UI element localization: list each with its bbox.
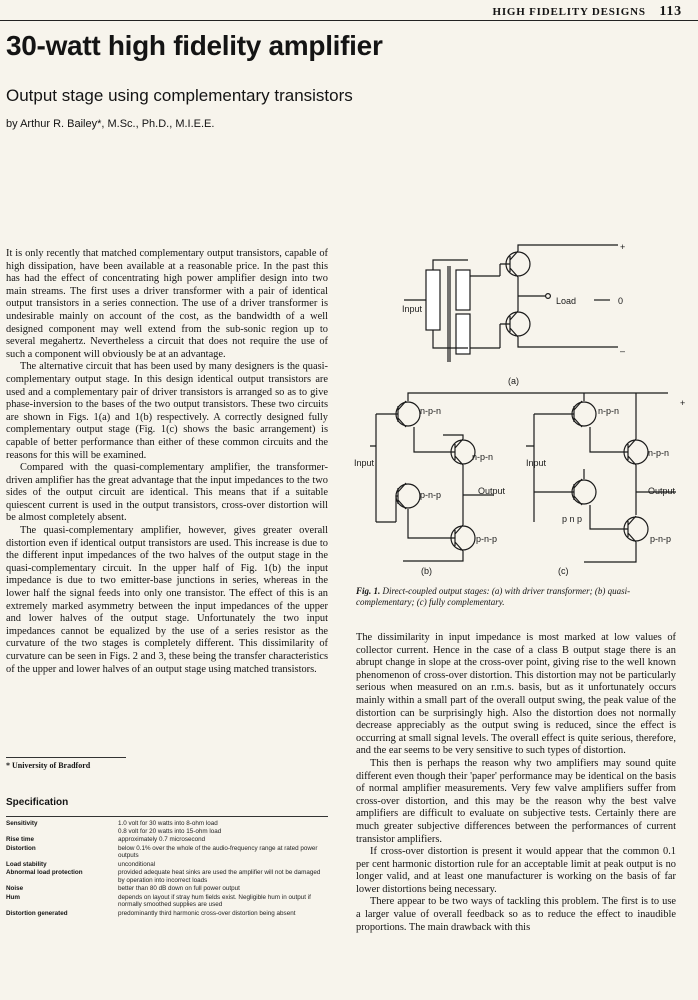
spec-key: Sensitivity xyxy=(6,820,38,827)
specification-row xyxy=(6,885,328,894)
article-subtitle: Output stage using complementary transistors xyxy=(6,86,353,105)
spec-key: Distortion xyxy=(6,844,36,852)
running-header xyxy=(492,4,682,20)
specification-rule xyxy=(6,816,328,817)
paragraph: This then is perhaps the reason why two amplifiers may sound quite different even though their 'paper' performance may be identical on the basis of normal amplifier measurements. Very few valve amplifiers suffer from cross-over distortion, and this may be the reason why the best valve amplifiers are difficult to evaluate on subjective tests. Certainly there are much greater subjective differences between the performances of current transistor amplifiers. xyxy=(356,757,676,845)
page-number: 113 xyxy=(659,4,682,19)
spec-value: unconditional xyxy=(118,860,156,868)
fig-label-c: (c) xyxy=(558,566,569,576)
spec-key: Noise xyxy=(6,885,24,892)
output-label-c: Output xyxy=(648,486,676,496)
npn-label-b1: n-p-n xyxy=(420,406,442,416)
spec-value: better than 80 dB down on full power output xyxy=(118,885,240,892)
spec-value: depends on layout if stray hum fields exist. Negligible hum in output if normally smoothed supplies are used xyxy=(118,893,311,908)
npn-label-c2: n-p-n xyxy=(648,448,670,458)
footnote: * University of Bradford xyxy=(6,761,91,770)
spec-value: 1.0 volt for 30 watts into 8-ohm load 0.8 volt for 20 watts into 15-ohm load xyxy=(118,820,222,835)
pnp-label-c2: p-n-p xyxy=(650,534,672,544)
input-label-c: Input xyxy=(526,458,547,468)
specification-row xyxy=(6,845,328,861)
byline: by Arthur R. Bailey*, M.Sc., Ph.D., M.I.E.E. xyxy=(6,118,215,130)
caption-text: Direct-coupled output stages: (a) with driver transformer; (b) quasi-complementary; (c) fully complementary. xyxy=(356,586,631,607)
pnp-label-b2: p-n-p xyxy=(476,534,498,544)
spec-value: approximately 0.7 microsecond xyxy=(118,836,206,843)
fig-label-a: (a) xyxy=(508,376,519,386)
npn-label-c1: n-p-n xyxy=(598,406,620,416)
fig-label-b: (b) xyxy=(421,566,432,576)
specification-row xyxy=(6,894,328,910)
spec-key: Load stability xyxy=(6,860,47,868)
pnp-label-c1: p n p xyxy=(562,514,583,524)
body-column-left xyxy=(6,248,328,676)
plus-label-a: + xyxy=(620,242,626,252)
npn-label-b2: n-p-n xyxy=(472,452,494,462)
paragraph: Compared with the quasi-complementary amplifier, the transformer-driven amplifier has the great advantage that the input impedances to the two sides of the output circuit are identical. This means that if a suitable quiescent current is used in the output transistors, cross-over distortion will be almost completely absent. xyxy=(6,462,328,524)
specification-row xyxy=(6,820,328,836)
running-title: HIGH FIDELITY DESIGNS xyxy=(492,6,646,18)
footnote-rule xyxy=(6,757,126,758)
spec-key: Distortion generated xyxy=(6,909,68,917)
specification-row xyxy=(6,869,328,885)
input-label-b: Input xyxy=(354,458,375,468)
caption-lead: Fig. 1. xyxy=(356,586,381,596)
zero-label: 0 xyxy=(618,296,624,306)
spec-value: predominantly third harmonic cross-over distortion being absent xyxy=(118,909,296,917)
transformer-symbol xyxy=(426,260,500,362)
figure-1-circuits xyxy=(350,236,690,580)
specification-row xyxy=(6,861,328,870)
paragraph: The quasi-complementary amplifier, however, gives greater overall distortion even if identical output transistors are used. This increase is due to the different input impedances of the two halves of the output stage in the quasi-complementary circuit. In the upper half of Fig. 1(b) the input impedance is due to two emitter-base junctions in series, whereas in the lower half the signal feeds into only one transistor. The effect of this is an extremely marked asymmetry between the input impedances of the upper and lower halves of the output stage. Unfortunately the two input impedances cannot be equalized by the use of a series resistor as the curvature of the two stages is completely different. This dissimilarity of curvature can be seen in Figs. 2 and 3, these being the transfer characteristics of the upper and lower halves of an output stage using matched transistors. xyxy=(6,525,328,675)
specification-row xyxy=(6,910,328,919)
plus-label-b: + xyxy=(680,398,686,408)
figure-caption xyxy=(356,586,676,608)
body-column-right xyxy=(356,632,676,934)
paragraph: If cross-over distortion is present it would appear that the common 0.1 per cent harmonic distortion rule for an acceptable limit at peak output is no longer valid, and at least one manufacturer is working on the basis of far lower distortions being necessary. xyxy=(356,846,676,895)
spec-key: Hum xyxy=(6,893,20,901)
paragraph: The alternative circuit that has been used by many designers is the quasi-complementary output stage. In this design identical output transistors are used and a complementary pair of driver transistors is arranged so as to give phase-inversion to the bases of the two output transistors. These two circuits are shown in Figs. 1(a) and 1(b) respectively. A correctly designed fully complementary output stage (Fig. 1(c) shows the basic arrangement) is capable of better performance than either of these common circuits and the reasons for this will be examined. xyxy=(6,361,328,461)
output-label-b: Output xyxy=(478,486,506,496)
load-label: Load xyxy=(556,296,577,306)
paragraph: The dissimilarity in input impedance is most marked at low values of collector current. Hence in the case of a class B output stage there is an abrupt change in slope at the cross-over point, giving rise to the well known phenomenon of cross-over distortion. This distortion may not be particularly serious when measured on an r.m.s. basis, but as it unfortunately occurs mainly within a small part of the overall output swing, the peak value of the distortion can be surprisingly high. Also the distortion does not normally decrease appreciably as the output swing is reduced, since the effect is occurring at small signal levels. The overall effect is quite serious, therefore, and the ear seems to be very sensitive to such types of distortion. xyxy=(356,632,676,757)
header-rule xyxy=(0,20,698,21)
specification-row xyxy=(6,836,328,845)
spec-value: provided adequate heat sinks are used the amplifier will not be damaged by operation into incorrect loads xyxy=(118,869,321,884)
specification-title: Specification xyxy=(6,797,69,808)
input-label-a: Input xyxy=(402,304,423,314)
spec-value: below 0.1% over the whole of the audio-frequency range at rated power outputs xyxy=(118,844,318,859)
specification-table xyxy=(6,820,328,918)
spec-key: Abnormal load protection xyxy=(6,869,83,876)
minus-label-a: – xyxy=(620,346,626,356)
paragraph: It is only recently that matched complementary output transistors, capable of high dissipation, have been available at a reasonable price. In the past this has had the effect of concentrating high power amplifier design into two main streams. The first uses a driver transformer with a pair of identical output transistors in a series connection. The use of a driver transformer is undesirable mainly on account of the cost, as the bandwidth of a well designed component may well extend from the sub-sonic region up to several megahertz. Nevertheless a circuit that does not require the use of such a component will obviously be at an advantage. xyxy=(6,248,328,360)
spec-key: Rise time xyxy=(6,836,34,843)
article-title: 30-watt high fidelity amplifier xyxy=(6,30,383,61)
paragraph: There appear to be two ways of tackling this problem. The first is to use a larger value of overall feedback so as to reduce the effect to inaudible proportions. The main drawback with this xyxy=(356,896,676,933)
pnp-label-b: p-n-p xyxy=(420,490,442,500)
